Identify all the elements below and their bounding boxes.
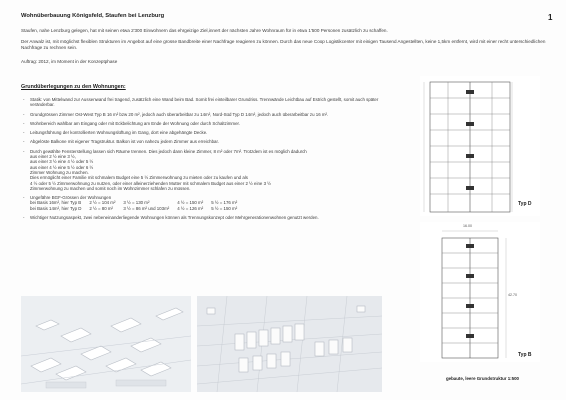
- aerial-photo-left: [21, 296, 191, 392]
- bullet-line: Zimmer Wohnung zu machen.: [30, 169, 89, 175]
- intro-paragraph-1: Staufen, nahe Lenzburg gelegen, hat mit seinen etwa 2'300 Einwohnern das ehrgeizige Ziel,innert der nächsten Jahre Wohnraum für in etwa 1'500 Personen zusätzlich zu schaffen.: [21, 28, 388, 33]
- list-item: - Grundgrössen Zimmer Ost-West Typ B 16 m² bzw 20 m², jedoch auch überarbeitbar zu 14m², Nord-Süd Typ D 14m², jedoch auch überarbeitbar zu 16 m².: [21, 112, 391, 117]
- type-b-label: Typ B: [518, 352, 532, 358]
- floor-plan-type-d-drawing: [420, 76, 540, 216]
- bullet-lead: - Durch gewählte Fensterstellung lassen sich Räume trennen. Dies jedoch dann kleine Zimmer, 8 m² oder 7m². Trotzdem ist es möglich dadurch: [30, 148, 307, 154]
- dimension-height: 42.70: [508, 293, 517, 297]
- dimension-width: 16.00: [463, 224, 472, 228]
- list-item: - Abgelöste Balkone mit eigener Tragstruktur. Balkon ist von nahezu jedem Zimmer aus erreichbar.: [21, 139, 391, 144]
- list-item: - Wichtiger Nutzungsaspekt, zwei nebeneinanderliegende Wohnungen können als Trennungskonzept oder Mehrgenerationenwohnen genutzt werden.: [21, 215, 391, 220]
- aerial-photo-right-image: [197, 296, 382, 392]
- list-item: - Leitungsführung der kontrollierten Wohnungslüftung im Gang, dort eine abgehängte Decke.: [21, 130, 391, 135]
- type-d-label: Typ D: [518, 201, 532, 207]
- bullet-line: Zimmerwohnung zu machen und somit noch im Wohnzimmer schlafen zu müssen.: [30, 185, 191, 191]
- document-title: Wohnüberbauung Königsfeld, Staufen bei Lenzburg: [21, 13, 165, 19]
- table-cell: 2 ½ = 104 m²: [89, 200, 116, 206]
- floor-plan-type-b: [420, 222, 540, 362]
- bullet-line: 4 ½ oder 5 ½ Zimmerwohnung zu nutzen, oder einer alleinerziehenden Mutter mit schmalem Budget aus einer 2 ½ eine 3 ½: [30, 180, 271, 186]
- list-item: [21, 195, 391, 211]
- floor-plan-type-b-drawing: [420, 222, 540, 362]
- bullet-line: aus einer 2 ½ eine 3 ½,: [30, 154, 76, 160]
- list-item: - Wohnbereich wahlbar am Eingang oder mit Eckbelichtung am Ende der Wohnung oder durch Schaltzimmer.: [21, 121, 391, 126]
- aerial-photo-left-image: [21, 296, 191, 392]
- gfa-lead: - Ungefähre BGF-Grössen der Wohnungen: [30, 195, 112, 201]
- list-item: - Statik: von Mittelwand zur Aussenwand frei tragend, zusätzlich eine Wand beim Bad. Somit frei einteilbarer Grundriss. Trennwände Leichtbau auf Estrich gestellt, somit auch später veränderbar.: [21, 97, 391, 108]
- intro-paragraph-2: Der Anwalz ist, mit möglichst flexiblen Strukturen im Angebot auf eine grosse Bandbreite einer Nachfrage reagieren zu können. Durch das neue Coop Logistikcenter mit einigen Tausend Angestellten, keine 1,5km entfernt, wird mit einer recht unterschiedlichen Nachfrage zu rechnen sein.: [21, 39, 546, 50]
- intro-paragraph-3: Auftrag: 2012, im Moment in der Konzeptphase: [21, 59, 118, 64]
- list-item: [21, 149, 391, 191]
- bullet-line: Dies ermöglicht einer Familie mit schmalem Budget eine 5 ½ Zimmerwohnung zu mieten oder zu kaufen und als: [30, 175, 248, 181]
- table-row: [30, 206, 237, 211]
- table-cell: 4 ½ = 126 m²: [177, 205, 204, 211]
- table-cell: 3 ½ = 130 m²: [123, 200, 150, 206]
- table-cell: bei Basis 14m², hier Typ D: [30, 205, 82, 211]
- plans-caption: gebaute, leere Grundstruktur 1:500: [446, 376, 519, 381]
- page-number: 1: [548, 13, 553, 22]
- table-cell: 3 ½ = 86 m² und 103m²: [123, 205, 170, 211]
- table-cell: bei Basis 16m², hier Typ B: [30, 200, 82, 206]
- bullet-line: aus einer 4 ½ eine 5 ½ oder 6 ½: [30, 164, 94, 170]
- table-cell: 5 ½ = 176 m²: [211, 200, 238, 206]
- table-cell: 4 ½ = 150 m²: [177, 200, 204, 206]
- considerations-list: [21, 97, 391, 224]
- gfa-table: [30, 200, 237, 210]
- floor-plan-type-d: [420, 76, 540, 216]
- section-heading: Grundüberlegungen zu den Wohnungen:: [21, 84, 126, 90]
- table-cell: 2 ½ = 80 m²: [89, 205, 113, 211]
- table-cell: 5 ½ = 150 m²: [211, 205, 238, 211]
- aerial-photo-right: [197, 296, 382, 392]
- bullet-line: aus einer 3 ½ eine 4 ½ oder 5 ½: [30, 159, 94, 165]
